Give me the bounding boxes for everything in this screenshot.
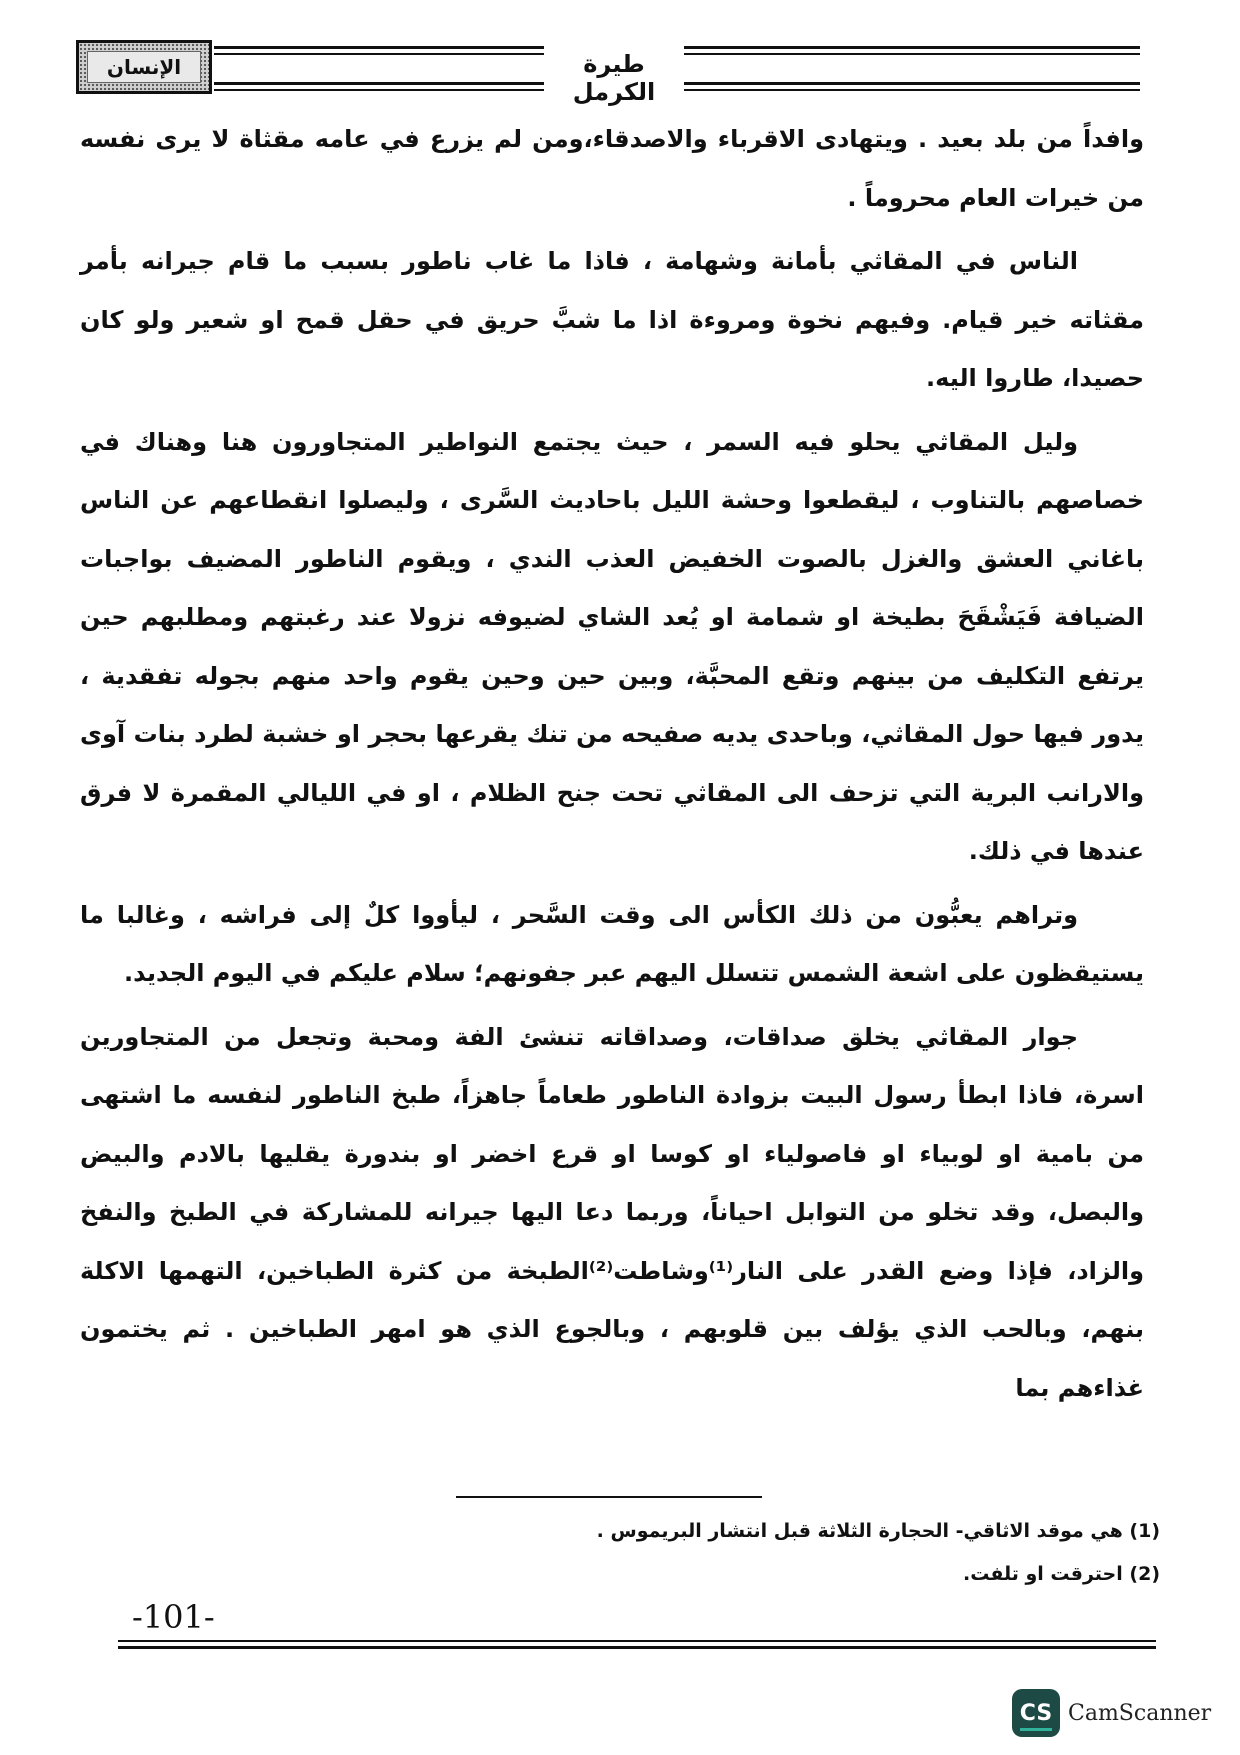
section-label-box	[76, 40, 212, 94]
page-number: -101-	[132, 1598, 215, 1636]
paragraph: وافداً من بلد بعيد . ويتهادى الاقرباء والاصدقاء،ومن لم يزرع في عامه مقثاة لا يرى نفسه من خيرات العام محروماً .	[80, 125, 1144, 212]
header-rule-left-top	[214, 46, 544, 58]
header-rule-right-bottom	[684, 82, 1140, 94]
camscanner-watermark	[1012, 1688, 1211, 1738]
camscanner-label: CamScanner	[1068, 1700, 1212, 1726]
section-label: الإنسان	[87, 51, 201, 83]
footer-rule	[118, 1640, 1156, 1654]
body-text	[80, 110, 1144, 1422]
paragraph: جوار المقاثي يخلق صداقات، وصداقاته تنشئ الفة ومحبة وتجعل من المتجاورين اسرة، فاذا ابطأ رسول البيت بزوادة الناطور طعاماً جاهزاً، طبخ الناطور لنفسه ما اشتهى من بامية او لوبياء او فاصولياء او كوسا او قرع اخضر او بندورة يقليها بالادم والبيض والبصل، وقد تخلو من التوابل احياناً، وربما دعا اليها جيرانه للمشاركة في الطبخ والنفخ والزاد، فإذا وضع القدر على النار⁽¹⁾وشاطت⁽²⁾الطبخة من كثرة الطباخين، التهمها الاكلة بنهم، وبالحب الذي يؤلف بين قلوبهم ، وبالجوع الذي هو امهر الطباخين . ثم يختمون غذاءهم بما	[80, 1022, 1144, 1402]
footnote-separator	[456, 1496, 762, 1498]
paragraph: الناس في المقاثي بأمانة وشهامة ، فاذا ما غاب ناطور بسبب ما قام جيرانه بأمر مقثاته خير قيام. وفيهم نخوة ومروءة اذا ما شبَّ حريق في حقل قمح او شعير ولو كان حصيدا، طاروا اليه.	[80, 247, 1144, 392]
footnote-2: (2) احترقت او تلفت.	[962, 1563, 1160, 1585]
header-rule-right-top	[684, 46, 1140, 58]
header-rule-left-bottom	[214, 82, 544, 94]
footnote-1: (1) هي موقد الاثاقي- الحجارة الثلاثة قبل انتشار البريموس .	[596, 1520, 1160, 1542]
running-header-title: طيرة الكرمل	[572, 50, 656, 106]
paragraph: وتراهم يعبُّون من ذلك الكأس الى وقت السَّحر ، ليأووا كلٌ إلى فراشه ، وغالبا ما يستيقظون على اشعة الشمس تتسلل اليهم عبر جفونهم؛ سلام عليكم في اليوم الجديد.	[80, 900, 1144, 987]
camscanner-logo-icon: CS	[1012, 1689, 1060, 1737]
footnotes	[300, 1510, 1160, 1596]
paragraph: وليل المقاثي يحلو فيه السمر ، حيث يجتمع النواطير المتجاورون هنا وهناك في خصاصهم بالتناوب ، ليقطعوا وحشة الليل باحاديث السَّرى ، وليصلوا انقطاعهم عن الناس باغاني العشق والغزل بالصوت الخفيض العذب الندي ، ويقوم الناطور المضيف بواجبات الضيافة فَيَشْقَحَ بطيخة او شمامة او يُعد الشاي لضيوفه نزولا عند رغبتهم ومطلبهم حين يرتفع التكليف من بينهم وتقع المحبَّة، وبين حين وحين يقوم واحد منهم بجوله تفقدية ، يدور فيها حول المقاثي، وباحدى يديه صفيحه من تنك يقرعها بحجر او خشبة لطرد بنات آوى والارانب البرية التي تزحف الى المقاثي تحت جنح الظلام ، او في الليالي المقمرة لا فرق عندها في ذلك.	[80, 427, 1144, 865]
